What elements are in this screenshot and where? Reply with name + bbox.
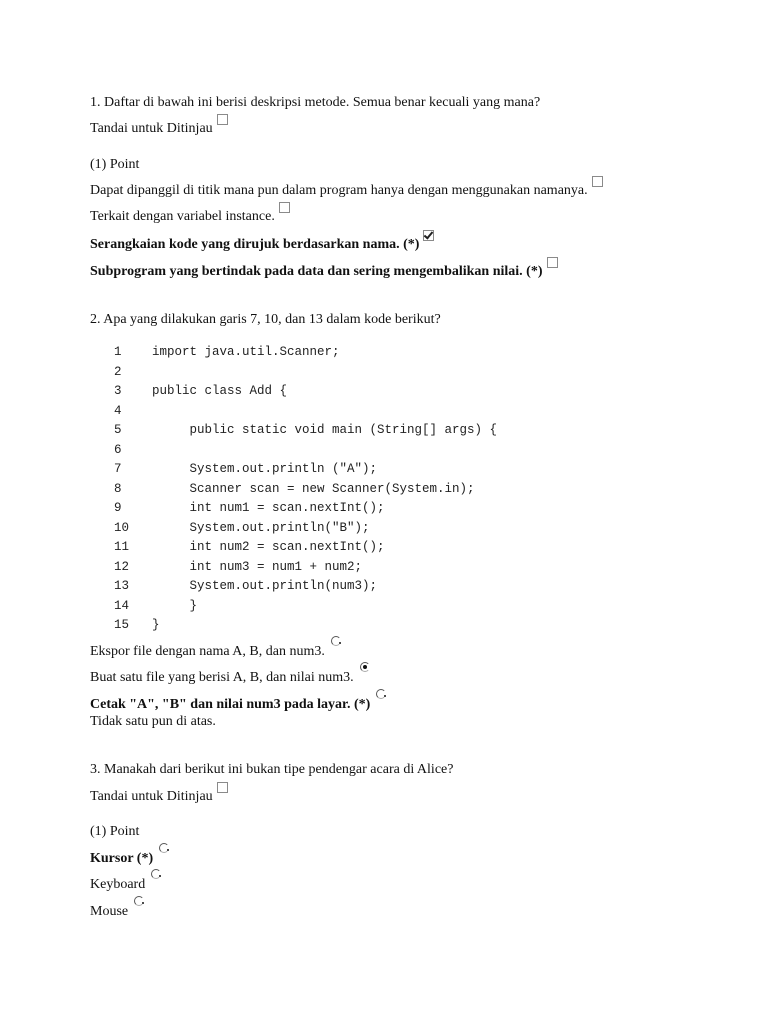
q3-option-2[interactable]: Keyboard — [90, 876, 161, 894]
q2-option-3-radio[interactable] — [376, 689, 386, 699]
q3-review-label: Tandai untuk Ditinjau — [90, 789, 213, 804]
q3-option-3[interactable]: Mouse — [90, 903, 144, 921]
q1-option-2[interactable]: Terkait dengan variabel instance. — [90, 208, 290, 226]
q3-option-1-radio[interactable] — [159, 843, 169, 853]
q3-points: (1) Point — [90, 824, 140, 839]
q1-points: (1) Point — [90, 157, 140, 172]
q3-option-2-radio[interactable] — [151, 869, 161, 879]
q1-option-1[interactable]: Dapat dipanggil di titik mana pun dalam program hanya dengan menggunakan namanya. — [90, 182, 603, 200]
q1-option-2-checkbox[interactable] — [279, 202, 290, 213]
q1-option-1-checkbox[interactable] — [592, 176, 603, 187]
q3-question: 3. Manakah dari berikut ini bukan tipe pendengar acara di Alice? — [90, 762, 454, 777]
q2-option-1[interactable]: Ekspor file dengan nama A, B, dan num3. — [90, 643, 341, 661]
q2-option-3[interactable]: Cetak "A", "B" dan nilai num3 pada layar. (*) — [90, 696, 386, 714]
q1-review-checkbox[interactable] — [217, 114, 228, 125]
q1-option-3-checkbox[interactable] — [423, 230, 434, 241]
q1-option-4[interactable]: Subprogram yang bertindak pada data dan sering mengembalikan nilai. (*) — [90, 263, 558, 281]
q2-option-1-radio[interactable] — [331, 636, 341, 646]
q3-option-3-radio[interactable] — [134, 896, 144, 906]
q1-question: 1. Daftar di bawah ini berisi deskripsi metode. Semua benar kecuali yang mana? — [90, 95, 541, 110]
q2-question: 2. Apa yang dilakukan garis 7, 10, dan 13 dalam kode berikut? — [90, 312, 441, 327]
q3-option-1[interactable]: Kursor (*) — [90, 850, 169, 868]
code-listing: 1 import java.util.Scanner; 2 3 public class Add { 4 5 public static void main (String[] args) { 6 7 System.out.println ("A"); 8 Scanner scan = new Scanner(System.in); 9 int num1 = scan.nextInt(); 10 System.out.println("B"); 11 int num2 = scan.nextInt(); 12 int num3 = num1 + num2; 13 System.out.println(num3); 14 } 15 } — [114, 345, 498, 632]
q1-review-label: Tandai untuk Ditinjau — [90, 121, 213, 136]
q1-option-4-checkbox[interactable] — [547, 257, 558, 268]
q3-review-checkbox[interactable] — [217, 782, 228, 793]
q2-option-2-radio[interactable] — [360, 662, 370, 672]
q2-option-2[interactable]: Buat satu file yang berisi A, B, dan nilai num3. — [90, 669, 370, 687]
q2-option-4[interactable]: Tidak satu pun di atas. — [90, 714, 216, 729]
q1-option-3[interactable]: Serangkaian kode yang dirujuk berdasarkan nama. (*) — [90, 236, 434, 254]
q3-review-row — [90, 788, 228, 806]
q1-review-row — [90, 120, 228, 138]
